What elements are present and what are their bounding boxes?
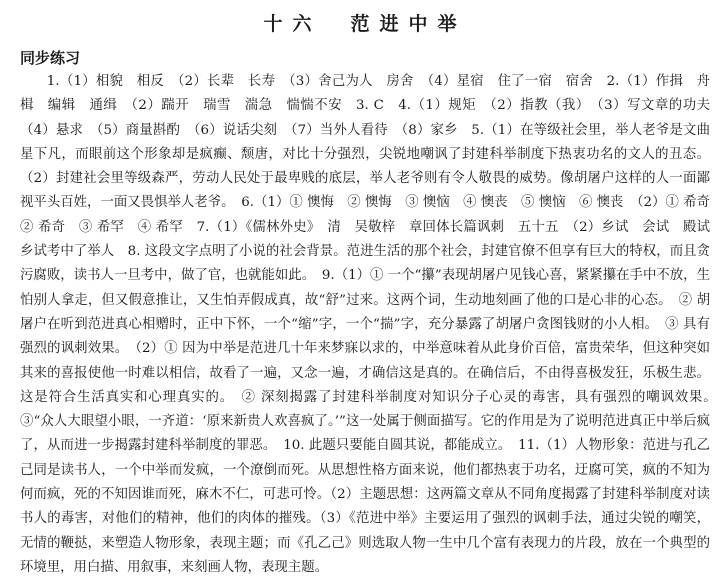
answer-text: 1.（1）相貌 相反 （2）长辈 长寿 （3）舍己为人 房舍 （4）星宿 住了一宿 宿舍 2.（1）作揖 舟楫 编辑 通缉 （2）踹开 瑞雪 湍急 惴惴不安 3. C 4.（1）规矩 （2）指教（我） （3）写文章的功夫 （4）悬求 （5）商量斟酌 （6）说话尖刻 （7）当外人看待 （8）家乡 5.（1）在等级社会里，举人老爷是文曲星下凡，而眼前这个形象却是疯癫、颓唐，对比十分强烈，尖锐地嘲讽了封建科举制度下热衷功名的文人的丑态。（2）封建社会里等级森严，劳动人民处于最卑贱的底层，举人老爷则有令人敬畏的威势。像胡屠户这样的人一面鄙视平头百姓，一面又畏惧举人老爷。 6.（1）① 懊悔 ② 懊悔 ③ 懊恼 ④ 懊丧 ⑤ 懊恼 ⑥ 懊丧 （2）① 希奇 ② 希奇 ③ 希罕 ④ 希罕 7.（1）《儒林外史》 清 吴敬梓 章回体长篇讽刺 五十五 （2）乡试 会试 殿试 乡试考中了举人 8. 这段文字点明了小说的社会背景。范进生活的那个社会，封建官僚不但享有巨大的特权，而且贪污腐败，读书人一旦考中，做了官，也就能如此。 9.（1）① 一个“攥”表现胡屠户见钱心喜，紧紧攥在手中不放，生怕别人拿走，但又假意推让，又生怕弄假成真，故“舒”过来。这两个词，生动地刻画了他的口是心非的心态。 ② 胡屠户在听到范进真心相赠时，正中下怀，一个“缩”字，一个“揣”字，充分暴露了胡屠户贪图钱财的小人相。 ③ 具有强烈的讽刺效果。 （2）① 因为中举是范进几十年来梦寐以求的，中举意味着从此身价百倍，富贵荣华，但这种突如其来的喜报使他一时难以相信，故看了一遍，又念一遍，才确信这是真的。在确信后，不由得喜极发狂，乐极生悲。这是符合生活真实和心理真实的。 ② 深刻揭露了封建科举制度对知识分子心灵的毒害，具有强烈的嘲讽效果。 ③“众人大眼望小眼，一齐道：‘原来新贵人欢喜疯了。’”这一处属于侧面描写。它的作用是为了说明范进真正中举后疯了，从而进一步揭露封建科举制度的罪恶。 10. 此题只要能自圆其说，都能成立。 11.（1）人物形象：范进与孔乙己同是读书人，一个中举而发疯，一个潦倒而死。从思想性格方面来说，他们都热衷于功名，迂腐可笑，疯的不知为何而疯，死的不知因谁而死，麻木不仁，可悲可怜。（2）主题思想：这两篇文章从不同角度揭露了封建科举制度对读书人的毒害，对他们的精神，他们的肉体的摧残。（3）《范进中举》主要运用了强烈的讽刺手法，通过尖锐的嘲笑，无情的鞭挞，来塑造人物形象，表现主题；而《孔乙己》则选取人物一生中几个富有表现力的片段，放在一个典型的环境里，用白描、用叙事，来刻画人物，表现主题。	[20, 74, 724, 575]
page-title: 十六 范进中举	[263, 13, 467, 35]
section-heading: 同步练习	[20, 49, 81, 67]
